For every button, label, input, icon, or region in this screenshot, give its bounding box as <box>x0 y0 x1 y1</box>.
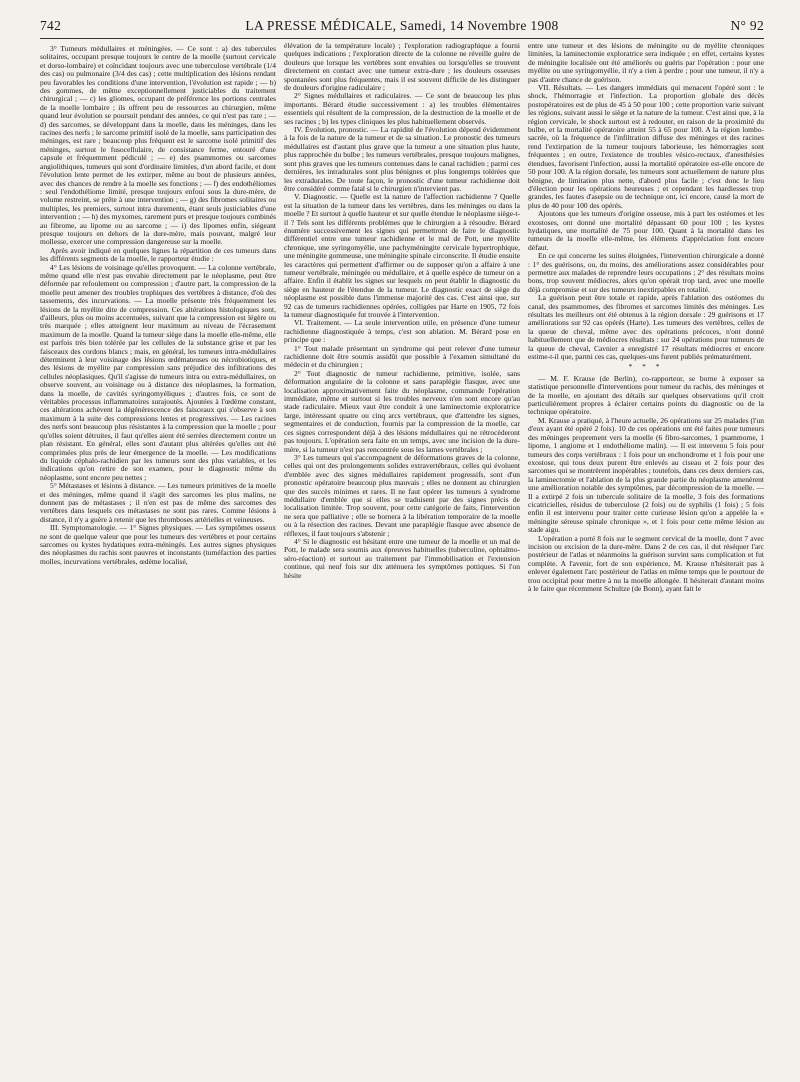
journal-title: LA PRESSE MÉDICALE, Samedi, 14 Novembre 1908 <box>245 18 559 33</box>
paragraph: 3° Les tumeurs qui s'accompagnent de déformations graves de la colonne, celles qui ont des prolongements solides extravertébraux, celles qui évoluent d'emblée avec des signes médullaires rapidement progressifs, sont d'un pronostic opératoire beaucoup plus mauvais ; elles ne donnent au chirurgien que des succès minimes et rares. Il ne faut opérer les tumeurs à syndrome médullaire d'emblée que si elles se traduisent par des signes précis de localisation limitée. Trop souvent, pour cette catégorie de faits, l'intervention ne sera que palliative ; elle se bornera à la libération temporaire de la moelle ou à la résection des racines. Devant une paraplégie flasque avec absence de réflexes, il faut toujours s'abstenir ; <box>284 452 520 538</box>
paragraph: 4° Les lésions de voisinage qu'elles provoquent. — La colonne vertébrale, même quand elle n'est pas envahie directement par le néoplasme, peut être déformée par refoulement ou compression ; d'autre part, la compression de la moelle peut amener des troubles trophiques des vertèbres à distance, d'où des tassements, des incurvations. — La moelle présente très fréquemment les lésions de la myélite dite de compression. Ces altérations histologiques sont, d'ailleurs, plus ou moins accentuées, suivant que la compression est légère ou très marquée ; elles atteignent leur maximum au niveau de l'écrasement maximum de la moelle. Quand la tumeur siège dans la moelle elle-même, elle est parfois très bien tolérée par les cellules de la substance grise et par les faisceaux des cordons blancs ; mais, en général, les tumeurs intra-médullaires déterminent à leur voisinage des lésions œdémateuses ou nécrobiotiques, et des lésions de myélite par compression sans préjudice des infiltrations des cellules néoplasiques. Qu'il s'agisse de tumeurs intra ou extra-médullaires, on observe souvent, au voisinage ou à distance des néoplasmes, la formation, dans la moelle, de cavités syringomyéliques ; d'autres fois, ce sont de véritables processus inflammatoires surajoutés. Ajoutées à l'œdème constant, ces altérations achèvent la dégénérescence des faisceaux qui s'observe à son maximum à la suite des compressions lentes et progressives. — Les racines des nerfs sont beaucoup plus résistantes à la compression que la moelle ; pour qu'elles soient détruites, il faut qu'elles aient été serrées directement contre un plan résistant. En général, elles sont d'autant plus altérées qu'elles ont été comprimées plus près de leur émergence de la moelle. — Les modifications du liquide céphalo-rachidien par les tumeurs sont des plus variables, et les indications qu'on retire de son examen, pour le diagnostic même du néoplasme, sont encore peu nettes ; <box>40 262 276 482</box>
paragraph: 5° Métastases et lésions à distance. — Les tumeurs primitives de la moelle et des méninges, même quand il s'agit des sarcomes les plus malins, ne donnent pas de métastases ; il n'en est pas de même des sarcomes des vertèbres dans lesquels ces métastases ne sont pas rares. Comme lésions à distance, il n'y a guère à retenir que les thromboses artérielles et veineuses. <box>40 481 276 524</box>
page-number: 742 <box>40 18 62 33</box>
paragraph: 2° Tout diagnostic de tumeur rachidienne, primitive, isolée, sans déformation angulaire de la colonne et sans paraplégie flasque, avec une localisation approximativement faite du néoplasme, commande l'opération immédiate, même et surtout si les troubles nerveux n'en sont encore qu'au stade radiculaire. Mieux vaut être conduit à une laminectomie exploratrice large, intéressant quatre ou cinq arcs vertébraux, que d'attendre les signes, segmentaires et de conduction, fournis par la compression de la moelle, car ces signes correspondent déjà à des lésions médullaires qui ne rétrocèderont pas toujours. L'opération sera faite en un temps, avec une incision de la dure-mère, si la tumeur n'est pas rencontrée sous les lames vertébrales ; <box>284 368 520 454</box>
paragraph: V. Diagnostic. — Quelle est la nature de l'affection rachidienne ? Quelle est la situation de la tumeur dans les vertèbres, dans les méninges ou dans la moelle ? Et surtout à quelle hauteur et sur quelle étendue le néoplasme siège-t-il ? Tels sont les différents problèmes que le chirurgien a à résoudre. Bérard énumère successivement les signes qui permettront de faire le diagnostic différentiel entre une tumeur rachidienne et le mal de Pott, une myélite chronique, une syringomyélie, une pachyméningite cervicale hypertrophique, une méningite gommeuse, une méningite spinale circonscrite. Il étudie ensuite les caractères qui permettent d'affirmer ou de supposer qu'on a affaire à une tumeur vertébrale, méningée ou médullaire, et à quelle espèce de tumeur on a affaire. Enfin il établit les signes sur lesquels on peut établir le diagnostic du siège en hauteur de l'étendue de la tumeur. Le diagnostic exact de siège du néoplasme est possible dans l'immense majorité des cas. C'est ainsi que, sur 92 cas de tumeurs rachidiennes opérées, colligées par Harte en 1905, 72 fois la tumeur diagnostiquée fut trouvée à l'intervention. <box>284 192 520 319</box>
section-separator: * * * <box>628 362 664 372</box>
author-paragraph: — M. F. Krause (de Berlin), co-rapporteur, se borne à exposer sa statistique personnelle d'interventions pour tumeur du rachis, des méninges et de la moelle, en ajoutant des détails sur quelques observations qu'il croit particulièrement propres à éclairer certains points du diagnostic ou de la technique opératoire. <box>528 373 764 417</box>
paragraph: La guérison peut être totale et rapide, après l'ablation des ostéomes du canal, des psammomes, des fibromes et sarcomes limités des méninges. Les résultats les meilleurs ont été obtenus à la région dorsale : 29 guérisons et 17 améliorations sur 92 cas opérés (Harte). Les tumeurs des vertèbres, celles de la queue de cheval, même avec des opérations précoces, n'ont donné habituellement que de médiocres résultats : sur 24 opérations pour tumeurs de la queue de cheval, Cavnier a enregistré 17 résultats médiocres et encore estime-t-il que, parmi ces cas, quelques-uns furent publiés prématurément. <box>528 293 764 362</box>
issue-number: N° 92 <box>730 18 764 33</box>
paragraph: IV. Évolution, pronostic. — La rapidité de l'évolution dépend évidemment à la fois de la nature de la tumeur et de sa situation. Le pronostic des tumeurs médullaires est d'autant plus grave que la tumeur a une situation plus haute, plus rapprochée du bulbe ; les tumeurs vertébrales, presque toujours malignes, sont plus graves que les tumeurs contenues dans le canal rachidien ; parmi ces dernières, les intradurales sont plus bénignes et plus longtemps tolérées que les extradurales. De toute façon, le pronostic d'une tumeur rachidienne doit être considéré comme fatal si le chirurgien n'intervient pas. <box>284 125 520 193</box>
paragraph: entre une tumeur et des lésions de méningite ou de myélite chroniques limitées, la laminectomie exploratrice sera indiquée ; en effet, certains kystes de méningite localisée ont été améliorés ou guéris par l'opération : pour une myélite ou une syringomyélie, il n'y a rien à perdre ; pour une tumeur, il n'y a pas d'autre chance de guérison. <box>528 42 764 84</box>
paragraph: 2° Signes médullaires et radiculaires. — Ce sont de beaucoup les plus importants. Bérard étudie successivement : a) les troubles élémentaires essentiels qui résultent de la compression, de la destruction de la moelle et de ses racines ; b) les types cliniques les plus habituellement observés. <box>284 91 520 126</box>
page-header <box>40 14 764 39</box>
paragraph: élévation de la température locale) ; l'exploration radiographique a fourni quelques indications ; l'exploration directe de la colonne ne réveille guère de douleurs que lorsque les vertèbres sont envahies ou lorsqu'elles se trouvent directement en contact avec une tumeur extra-dure ; les douleurs osseuses spontanées sont plus fréquentes, mais il est souvent difficile de les distinguer de douleurs d'origine radiculaire ; <box>284 42 520 93</box>
paragraph: VI. Traitement. — La seule intervention utile, en présence d'une tumeur rachidienne diagnostiquée à temps, c'est son ablation. M. Bérard pose en principe que : <box>284 318 520 345</box>
text-column-3 <box>528 42 764 1072</box>
text-column-1 <box>40 42 276 1072</box>
paragraph: 4° Si le diagnostic est hésitant entre une tumeur de la moelle et un mal de Pott, le malade sera soumis aux épreuves habituelles (tuberculine, ophtalmo-séro-réaction) et surtout au traitement par l'immobilisation et l'extension continue, qui neuf fois sur dix atténuera les symptômes pottiques. Si l'on hésite <box>284 536 520 580</box>
paragraph: Ajoutons que les tumeurs d'origine osseuse, mis à part les ostéomes et les exostoses, ont donné une mortalité dépassant 60 pour 100 ; les kystes hydatiques, une mortalité de 75 pour 100. Quant à la mortalité dans les tumeurs de la moelle elle-même, les éléments d'appréciation font encore défaut. <box>528 209 764 252</box>
text-column-2 <box>284 42 520 1072</box>
paragraph: III. Symptomatologie. — 1° Signes physiques. — Les symptômes osseux ne sont de quelque valeur que pour les tumeurs des vertèbres et pour certains sarcomes ou kystes hydatiques extra-méningés. Les autres signes physiques des néoplasmes du rachis sont pauvres et inconstants (tuméfaction des parties molles, incurvations vertébrales, œdème localisé, <box>40 523 276 566</box>
paragraph: En ce qui concerne les suites éloignées, l'intervention chirurgicale a donné : 1° des guérisons, ou, du moins, des améliorations assez considérables pour permettre aux malades de reprendre leurs occupations ; 2° des résultats moins bons, trop souvent médiocres, alors qu'on opérait trop tard, avec une moelle déjà compromise et sur des tumeurs inextirpables en totalité. <box>528 251 764 294</box>
paragraph: M. Krause a pratiqué, à l'heure actuelle, 26 opérations sur 25 malades (l'un d'eux ayant été opéré 2 fois). 10 de ces opérations ont été faites pour tumeurs des méninges proprement vers la moelle (6 fibro-sarcomes, 1 psammome, 1 lipome, 1 angiome et 1 endothéliome malin). — Il est intervenu 5 fois pour tumeurs des corps vertébraux : 1 fois pour un enchondrome et 1 fois pour une exostose, qui tous deux purent être enlevés au ciseau et 2 fois pour des sarcomes qui se montrèrent inopérables ; toutefois, dans ces deux derniers cas, la laminectomie et l'ablation de la plus grande partie du néoplasme amenèrent une amélioration notable des symptômes, par décompression de la moelle. — Il a extirpé 2 fois un tubercule solitaire de la moelle, 3 fois des formations cicatricielles, résidus de tuberculose (2 fois) ou de syphilis (1 fois) ; 5 fois enfin il est intervenu pour traiter cette curieuse lésion qu'on a appelée la « méningite séreuse spinale chronique », et 1 fois pour cette même lésion au stade aigu. <box>528 415 764 535</box>
paragraph: L'opération a porté 8 fois sur le segment cervical de la moelle, dont 7 avec incision ou excision de la dure-mère. Dans 2 de ces cas, il dut réséquer l'arc postérieur de l'atlas et néanmoins la guérison survint sans complication et fut complète. A l'avenir, fort de son expérience, M. Krause n'hésiterait pas à enlever également l'arc postérieur de l'atlas en même temps que le pourtour de trou occipital pour mettre à nu la moelle allongée. Il hésiterait d'autant moins à le faire que récemment Schultze (de Bonn), ayant fait le <box>528 533 764 593</box>
paragraph: Après avoir indiqué en quelques lignes la répartition de ces tumeurs dans les différents segments de la moelle, le rapporteur étudie : <box>40 245 276 264</box>
paragraph: 1° Tout malade présentant un syndrome qui peut relever d'une tumeur rachidienne doit être soumis assidût que possible à l'examen simultané du médecin et du chirurgien ; <box>284 343 520 370</box>
paragraph: VII. Résultats. — Les dangers immédiats qui menacent l'opéré sont : le shock, l'hémorragie et l'infection. La proportion globale des décès postopératoires est de plus de 45 à 50 pour 100 ; cette proportion varie suivant les régions, suivant aussi le siège et la nature de la tumeur. C'est ainsi que, à la région cervicale, le shock surtout est à redouter, en raison de la proximité du bulbe, et la mortalité opératoire atteint 55 à 65 pour 100. A la région lombo-sacrée, où la fréquence de l'infiltration diffuse des méninges et des racines rend l'extirpation de la tumeur toujours laborieuse, les hémorragies sont fréquentes ; en outre, l'existence de troubles vésico-rectaux, d'anesthésies étendues, favorisent l'infection, aussi la mortalité opératoire est-elle encore de 50 pour 100. A la région dorsale, les tumeurs sont actuellement de nature plus bénigne, de limitation plus nette, d'abord plus facile ; c'est donc le lieu d'élection pour les opérations heureuses ; et cependant les hardiesses trop grandes, les fautes d'asepsie ou de technique ont, ici encore, causé la mort de plus de 40 pour 100 des opérés. <box>528 83 764 210</box>
paragraph: 3° Tumeurs médullaires et méningées. — Ce sont : a) des tubercules solitaires, occupant presque toujours le centre de la moelle (surtout cervicale et dorso-lombaire) et coïncidant toujours avec une tuberculose vertébrale (1/4 des cas) ou pulmonaire (3/4 des cas) ; cette multiplication des lésions rendant peu favorables les conditions d'une intervention, l'évolution est rapide ; — b) des gommes, de même exceptionnellement justiciables du traitement chirurgical ; — c) les gliomes, occupant de préférence les portions centrales de la moelle lombaire ; ils offrent peu de ressources au chirurgien, même quand leur évolution se poursuit pendant des années, ce qui n'est pas rare ; — d) des sarcomes, se développant dans la moelle, dans les méninges, dans les racines des nerfs ; le sarcome primitif isolé de la moelle, sans participation des méninges, est rare ; beaucoup plus fréquent est le sarcome isolé primitif des méninges, surtout le fusocellulaire, de consistance ferme, entouré d'une capsule et fréquemment pédiculé ; — e) des psammomes ou sarcomes angiolithiques, tumeurs qui sont d'ordinaire limitées, d'un abord facile, et dont l'évolution lente permet de les extirper, même au bout de plusieurs années, avec des chances de rendre à la moelle ses fonctions ; — f) des endothéliomes : seul l'endothéliome limité, presque toujours enfoui sous la dure-mère, de volume restreint, se prête à une intervention ; — g) des fibromes solitaires ou multiples, les premiers, surtout intra durements, étant seuls justiciables d'une intervention ; — h) des myxomes, rarement purs et presque toujours combinés au fibrome, au lipome ou au sarcome ; — i) des lipomes enfin, siégeant presque toujours en dehors de la dure-mère, mais pouvant, malgré leur mollesse, exercer une compression dangereuse sur la moelle. <box>40 44 276 247</box>
